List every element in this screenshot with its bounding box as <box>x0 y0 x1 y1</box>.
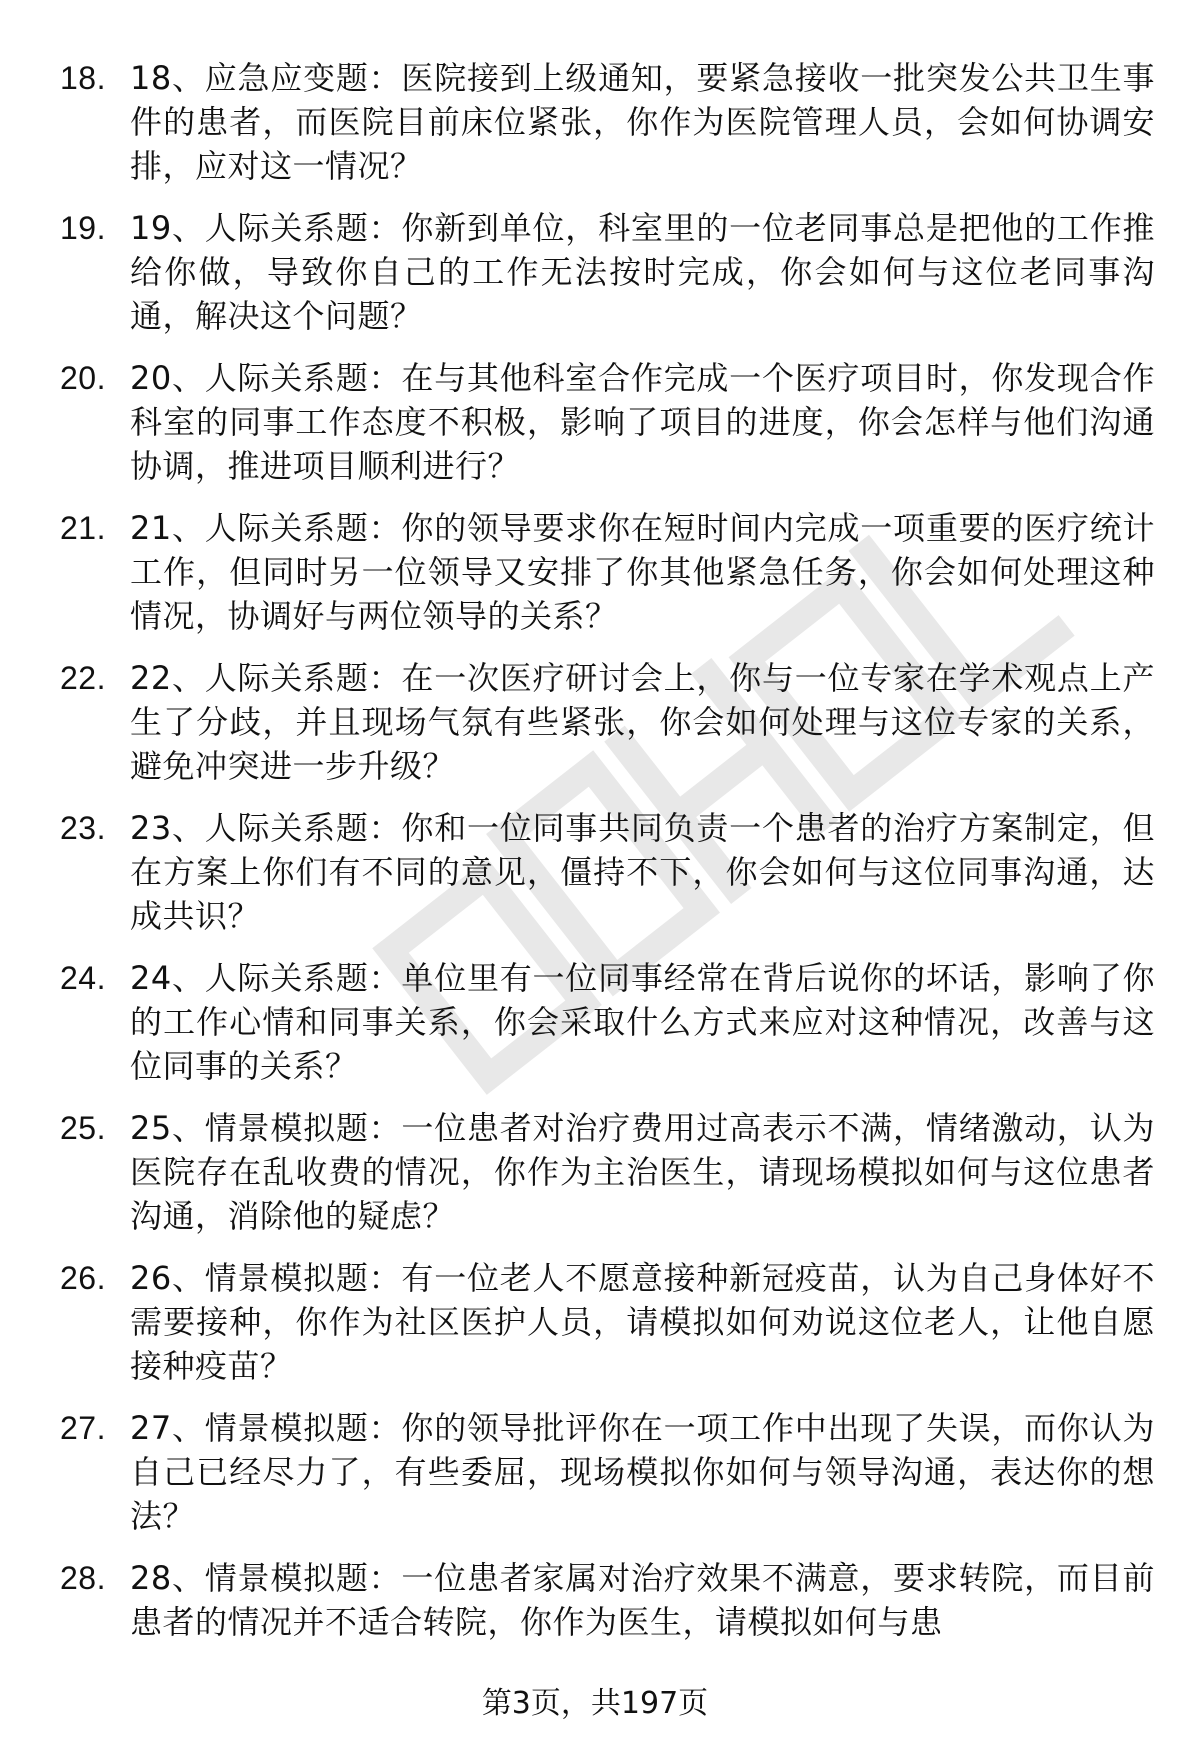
question-number: 18. <box>60 60 106 96</box>
question-item-24 <box>60 956 1155 1088</box>
question-item-26 <box>60 1256 1155 1388</box>
page-footer: 第3页，共197页 <box>481 1686 709 1721</box>
question-number: 22. <box>60 660 106 696</box>
question-item-27 <box>60 1406 1155 1538</box>
question-text: 23、人际关系题：你和一位同事共同负责一个患者的治疗方案制定，但在方案上你们有不同的意见，僵持不下，你会如何与这位同事沟通，达成共识？ <box>130 809 1155 935</box>
question-text: 18、应急应变题：医院接到上级通知，要紧急接收一批突发公共卫生事件的患者，而医院目前床位紧张，你作为医院管理人员，会如何协调安排，应对这一情况？ <box>130 59 1155 185</box>
question-text: 21、人际关系题：你的领导要求你在短时间内完成一项重要的医疗统计工作，但同时另一位领导又安排了你其他紧急任务，你会如何处理这种情况，协调好与两位领导的关系？ <box>130 509 1155 635</box>
question-item-18 <box>60 56 1155 188</box>
question-item-20 <box>60 356 1155 488</box>
question-text: 27、情景模拟题：你的领导批评你在一项工作中出现了失误，而你认为自己已经尽力了，有些委屈，现场模拟你如何与领导沟通，表达你的想法？ <box>130 1409 1155 1535</box>
question-text: 25、情景模拟题：一位患者对治疗费用过高表示不满，情绪激动，认为医院存在乱收费的情况，你作为主治医生，请现场模拟如何与这位患者沟通，消除他的疑虑？ <box>130 1109 1155 1235</box>
question-item-19 <box>60 206 1155 338</box>
question-item-28 <box>60 1556 1155 1644</box>
question-text: 19、人际关系题：你新到单位，科室里的一位老同事总是把他的工作推给你做，导致你自己的工作无法按时完成，你会如何与这位老同事沟通，解决这个问题？ <box>130 209 1155 335</box>
question-item-21 <box>60 506 1155 638</box>
question-number: 27. <box>60 1410 106 1446</box>
question-number: 20. <box>60 360 106 396</box>
question-text: 28、情景模拟题：一位患者家属对治疗效果不满意，要求转院，而目前患者的情况并不适合转院，你作为医生，请模拟如何与患 <box>130 1559 1155 1641</box>
question-text: 20、人际关系题：在与其他科室合作完成一个医疗项目时，你发现合作科室的同事工作态度不积极，影响了项目的进度，你会怎样与他们沟通协调，推进项目顺利进行？ <box>130 359 1155 485</box>
question-number: 19. <box>60 210 106 246</box>
question-item-25 <box>60 1106 1155 1238</box>
question-item-23 <box>60 806 1155 938</box>
question-number: 26. <box>60 1260 106 1296</box>
question-number: 24. <box>60 960 106 996</box>
question-list <box>60 56 1155 1662</box>
question-text: 26、情景模拟题：有一位老人不愿意接种新冠疫苗，认为自己身体好不需要接种，你作为社区医护人员，请模拟如何劝说这位老人，让他自愿接种疫苗？ <box>130 1259 1155 1385</box>
question-text: 22、人际关系题：在一次医疗研讨会上，你与一位专家在学术观点上产生了分歧，并且现场气氛有些紧张，你会如何处理与这位专家的关系，避免冲突进一步升级？ <box>130 659 1155 785</box>
question-item-22 <box>60 656 1155 788</box>
question-number: 28. <box>60 1560 106 1596</box>
question-number: 23. <box>60 810 106 846</box>
question-number: 21. <box>60 510 106 546</box>
question-number: 25. <box>60 1110 106 1146</box>
question-text: 24、人际关系题：单位里有一位同事经常在背后说你的坏话，影响了你的工作心情和同事关系，你会采取什么方式来应对这种情况，改善与这位同事的关系？ <box>130 959 1155 1085</box>
